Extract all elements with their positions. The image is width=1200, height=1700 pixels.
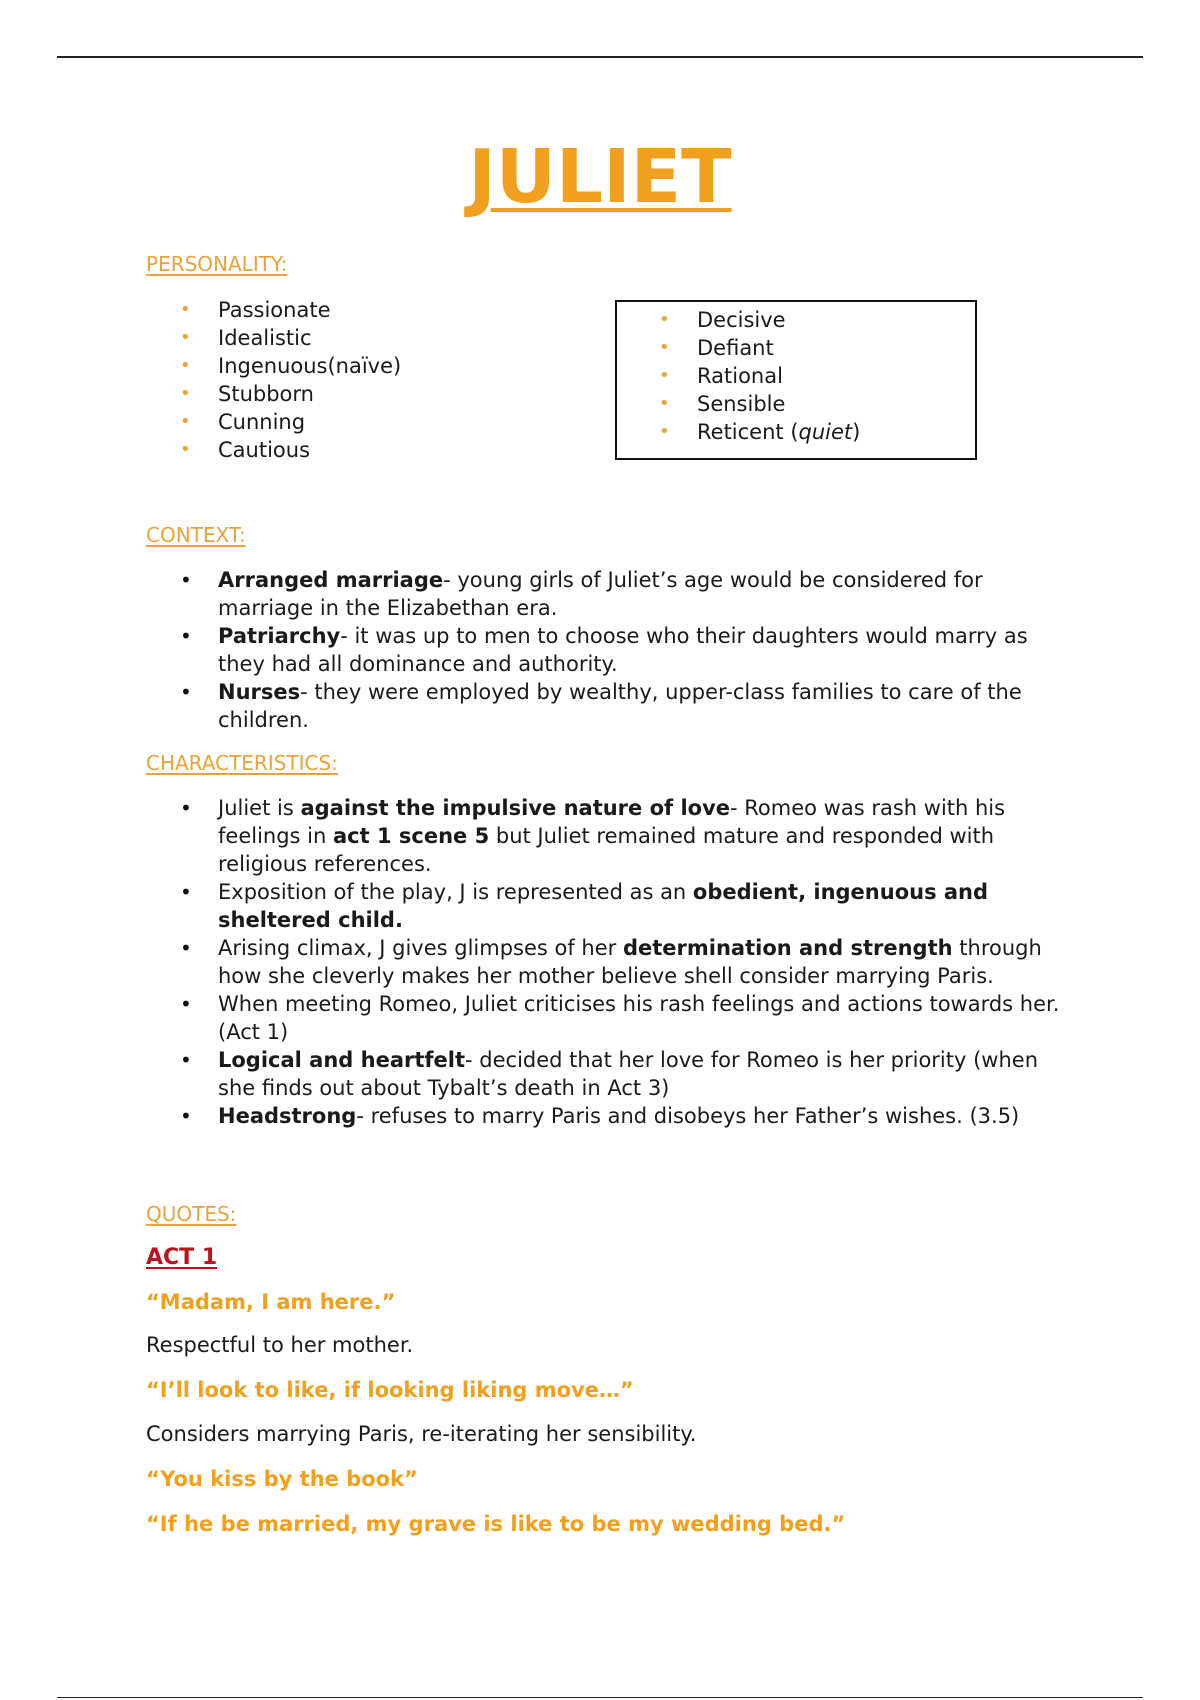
list-item: • Rational	[659, 362, 860, 390]
list-item: • Juliet is against the impulsive nature of love- Romeo was rash with his feelings in act 1 scene 5 but Juliet remained mature and responded with religious references.	[180, 794, 1060, 878]
list-item: • When meeting Romeo, Juliet criticises his rash feelings and actions towards her. (Act 1)	[180, 990, 1060, 1046]
quote: “You kiss by the book”	[146, 1467, 418, 1491]
list-item: • Stubborn	[180, 380, 401, 408]
list-item: • Arranged marriage- young girls of Juliet’s age would be considered for marriage in the Elizabethan era.	[180, 566, 1060, 622]
quote-note: Considers marrying Paris, re-iterating her sensibility.	[146, 1422, 697, 1446]
quote: “If he be married, my grave is like to be my wedding bed.”	[146, 1512, 846, 1536]
list-item: • Cautious	[180, 436, 401, 464]
list-item: • Logical and heartfelt- decided that her love for Romeo is her priority (when she finds out about Tybalt’s death in Act 3)	[180, 1046, 1060, 1102]
list-item: • Arising climax, J gives glimpses of her determination and strength through how she cleverly makes her mother believe shell consider marrying Paris.	[180, 934, 1060, 990]
quote: “I’ll look to like, if looking liking move…”	[146, 1378, 634, 1402]
list-item: • Decisive	[659, 306, 860, 334]
characteristics-heading: CHARACTERISTICS:	[146, 751, 338, 775]
list-item: • Sensible	[659, 390, 860, 418]
list-item: • Headstrong- refuses to marry Paris and disobeys her Father’s wishes. (3.5)	[180, 1102, 1060, 1130]
characteristics-list	[180, 794, 1060, 1130]
personality-list-left	[180, 296, 401, 464]
context-heading: CONTEXT:	[146, 523, 246, 547]
list-item: • Patriarchy- it was up to men to choose who their daughters would marry as they had all dominance and authority.	[180, 622, 1060, 678]
list-item: • Nurses- they were employed by wealthy, upper-class families to care of the children.	[180, 678, 1060, 734]
quote: “Madam, I am here.”	[146, 1290, 396, 1314]
list-item: • Passionate	[180, 296, 401, 324]
list-item: • Exposition of the play, J is represented as an obedient, ingenuous and sheltered child.	[180, 878, 1060, 934]
act-1-heading: ACT 1	[146, 1245, 218, 1270]
top-rule	[57, 56, 1143, 58]
personality-box	[615, 300, 977, 460]
list-item: • Reticent (quiet)	[659, 418, 860, 446]
list-item: • Defiant	[659, 334, 860, 362]
list-item: • Ingenuous(naïve)	[180, 352, 401, 380]
quote-note: Respectful to her mother.	[146, 1333, 414, 1357]
quotes-heading: QUOTES:	[146, 1202, 237, 1226]
personality-list-right	[659, 306, 860, 446]
list-item: • Cunning	[180, 408, 401, 436]
context-list	[180, 566, 1060, 734]
bottom-rule	[57, 1697, 1143, 1698]
personality-heading: PERSONALITY:	[146, 252, 288, 276]
page-title: JULIET	[468, 134, 732, 220]
list-item: • Idealistic	[180, 324, 401, 352]
